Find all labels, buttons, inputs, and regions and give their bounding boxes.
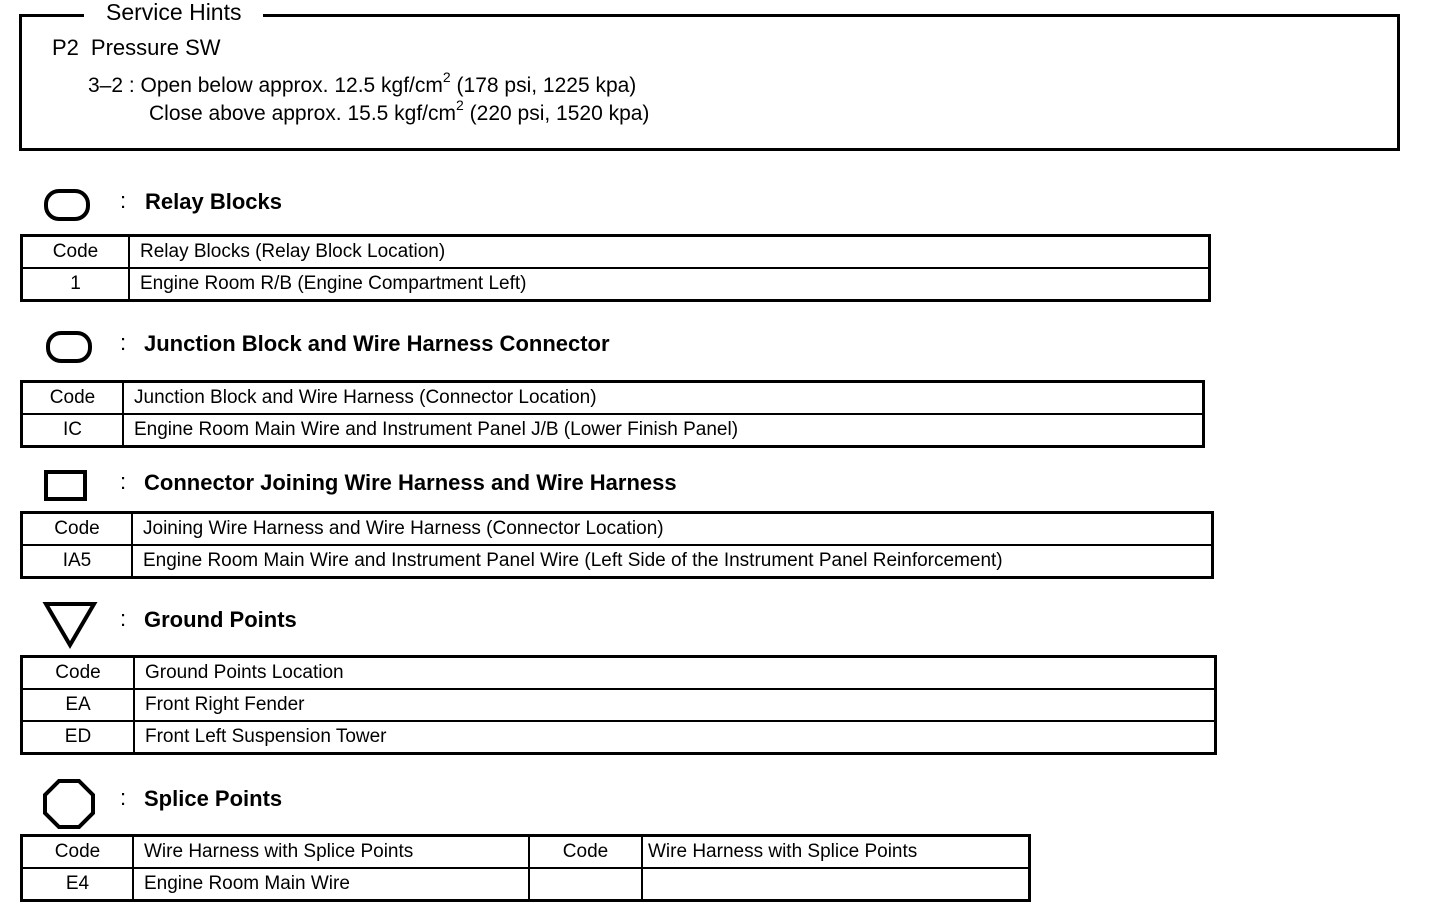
rounded-rectangle-icon xyxy=(43,188,91,222)
cell-location: Engine Room R/B (Engine Compartment Left) xyxy=(129,268,1210,301)
relay-blocks-colon: : xyxy=(120,188,127,213)
table-header-row xyxy=(22,836,1030,869)
relay-blocks-heading: Relay Blocks xyxy=(145,189,282,214)
junction-colon: : xyxy=(120,330,127,355)
splice-heading: Splice Points xyxy=(144,786,283,811)
junction-table xyxy=(20,380,1205,448)
junction-heading: Junction Block and Wire Harness Connector xyxy=(144,331,610,356)
relay-blocks-table xyxy=(20,234,1211,302)
octagon-icon xyxy=(42,778,96,830)
header-code: Code xyxy=(22,836,134,869)
ground-heading: Ground Points xyxy=(144,607,297,632)
connectors-colon: : xyxy=(120,469,127,494)
cell-code-2 xyxy=(529,868,642,901)
table-row xyxy=(22,414,1204,447)
ground-colon: : xyxy=(120,606,127,631)
splice-table xyxy=(20,834,1031,902)
header-code-2: Code xyxy=(529,836,642,869)
cell-wire-harness: Engine Room Main Wire xyxy=(133,868,529,901)
hint-line-close: Close above approx. 15.5 kgf/$cm^2$ (220 psi, 1520 kpa) xyxy=(149,97,650,125)
connectors-heading: Connector Joining Wire Harness and Wire Harness xyxy=(144,470,677,495)
cell-code: 1 xyxy=(22,268,130,301)
service-hints-part xyxy=(52,34,221,62)
cell-wire-harness-2 xyxy=(642,868,1030,901)
table-header-row xyxy=(22,657,1216,690)
rectangle-icon xyxy=(43,469,89,503)
down-triangle-icon xyxy=(42,600,98,650)
header-location: Joining Wire Harness and Wire Harness (Connector Location) xyxy=(132,513,1213,546)
cell-location: Front Left Suspension Tower xyxy=(134,721,1216,754)
cell-code: IA5 xyxy=(22,545,133,578)
splice-colon: : xyxy=(120,785,127,810)
table-header-row xyxy=(22,382,1204,415)
cell-location: Front Right Fender xyxy=(134,689,1216,721)
header-location: Ground Points Location xyxy=(134,657,1216,690)
header-code: Code xyxy=(22,236,130,269)
cell-location: Engine Room Main Wire and Instrument Panel Wire (Left Side of the Instrument Panel Reinforcement) xyxy=(132,545,1213,578)
header-wire-harness: Wire Harness with Splice Points xyxy=(133,836,529,869)
hint-line-open: 3–2 : Open below approx. 12.5 kgf/$cm^2$ (178 psi, 1225 kpa) xyxy=(88,69,637,97)
header-location: Junction Block and Wire Harness (Connector Location) xyxy=(123,382,1204,415)
part-name: Pressure SW xyxy=(90,35,221,60)
connectors-table xyxy=(20,511,1214,579)
table-row xyxy=(22,689,1216,721)
ground-table xyxy=(20,655,1217,755)
rounded-rectangle-icon xyxy=(45,330,93,364)
table-row xyxy=(22,545,1213,578)
header-wire-harness-2: Wire Harness with Splice Points xyxy=(642,836,1030,869)
table-header-row xyxy=(22,513,1213,546)
cell-code: E4 xyxy=(22,868,134,901)
cell-location: Engine Room Main Wire and Instrument Panel J/B (Lower Finish Panel) xyxy=(123,414,1204,447)
service-hints-title: Service Hints xyxy=(84,0,263,26)
cell-code: IC xyxy=(22,414,124,447)
cell-code: EA xyxy=(22,689,135,721)
table-row xyxy=(22,721,1216,754)
header-code: Code xyxy=(22,382,124,415)
part-code: P2 xyxy=(52,35,79,60)
table-row xyxy=(22,868,1030,901)
header-code: Code xyxy=(22,513,133,546)
header-code: Code xyxy=(22,657,135,690)
header-location: Relay Blocks (Relay Block Location) xyxy=(129,236,1210,269)
table-row xyxy=(22,268,1210,301)
table-header-row xyxy=(22,236,1210,269)
cell-code: ED xyxy=(22,721,135,754)
